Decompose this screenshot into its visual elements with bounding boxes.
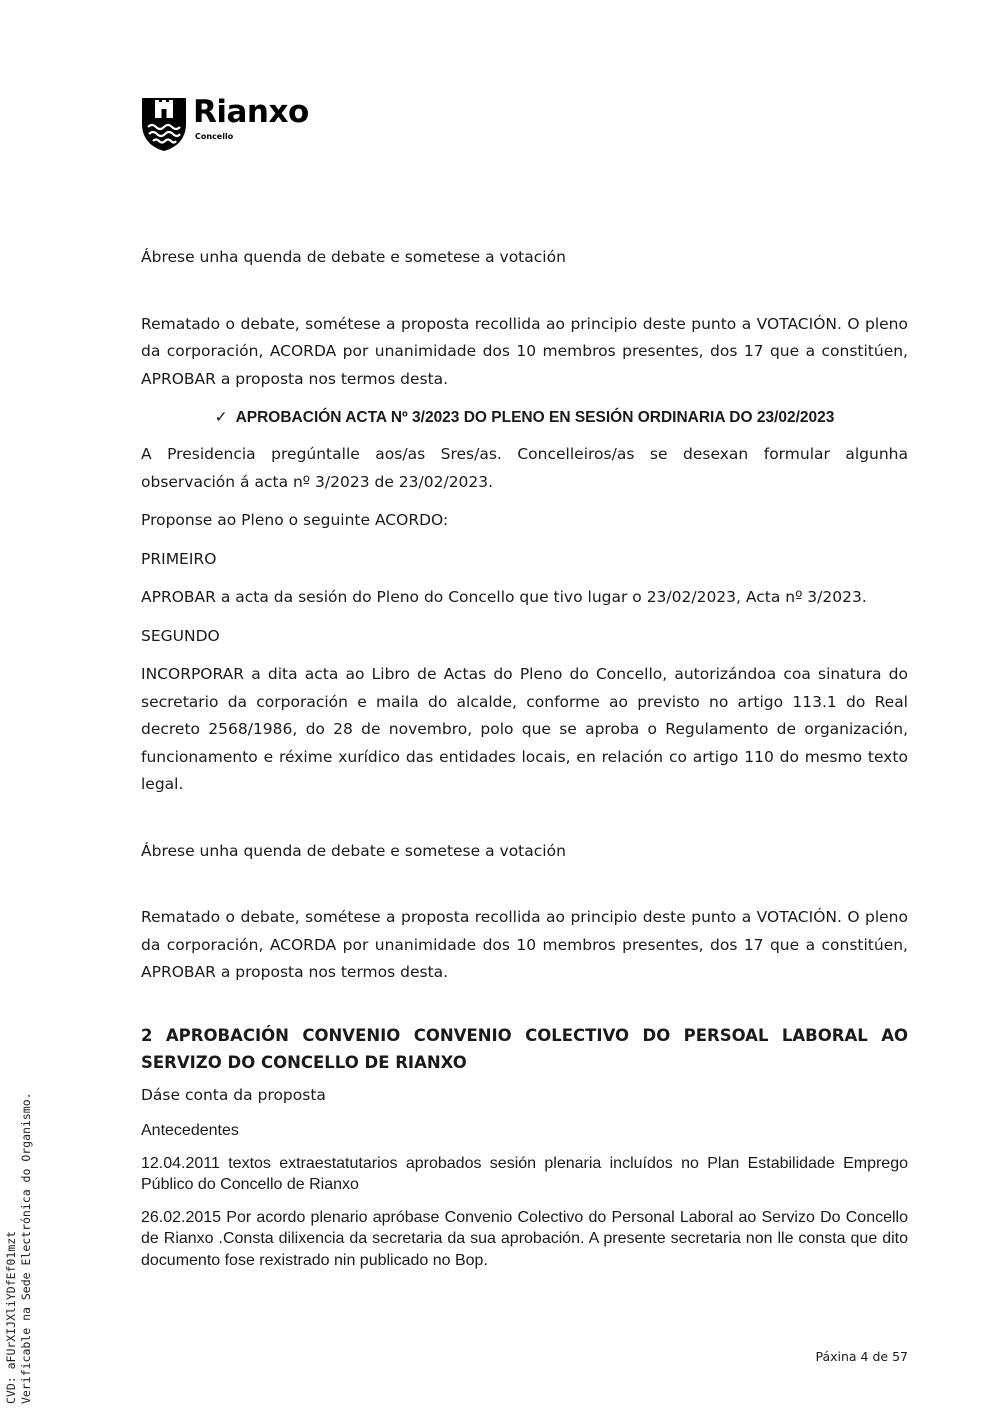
paragraph-presidency: A Presidencia pregúntalle aos/as Sres/as. Concelleiros/as se desexan formular algunha observación á acta nº 3/2023 de 23/02/2023. [141, 445, 908, 491]
verification-note: Verificable na Sede Electrónica do Organismo. [19, 1092, 33, 1404]
paragraph-second: SEGUNDO [141, 626, 220, 645]
document-body [141, 244, 908, 1282]
checkmark-icon: ✓ [214, 408, 228, 426]
paragraph-debate-1: Ábrese unha quenda de debate e sometese a votación [141, 248, 566, 266]
paragraph-vote-1: Rematado o debate, sométese a proposta recollida ao principio deste punto a VOTACIÓN. O pleno da corporación, ACORDA por unanimidade dos 10 membros presentes, dos 17 que a constitúen, APROBAR a proposta nos termos desta. [141, 314, 908, 388]
paragraph-vote-2: Rematado o debate, sométese a proposta recollida ao principio deste punto a VOTACIÓN. O pleno da corporación, ACORDA por unanimidade dos 10 membros presentes, dos 17 que a constitúen, APROBAR a proposta nos termos desta. [141, 908, 908, 981]
paragraph-account: Dáse conta da proposta [141, 1085, 326, 1104]
paragraph-incorporate: INCORPORAR a dita acta ao Libro de Actas do Pleno do Concello, autorizándoa coa sinatura do secretario da corporación e maila do alcalde, conforme ao previsto no artigo 113.1 do Real decreto 2568/1986, do 28 de novembro, polo que se aproba o Regulamento de organización, funcionamento e réxime xurídico das entidades locais, en relación co artigo 110 do mesmo texto legal. [141, 665, 908, 793]
paragraph-first: PRIMEIRO [141, 549, 217, 568]
logo-subtitle: Concello [195, 132, 234, 141]
paragraph-debate-2: Ábrese unha quenda de debate e sometese a votación [141, 841, 566, 860]
paragraph-2011: 12.04.2011 textos extraestatutarios aprobados sesión plenaria incluídos no Plan Estabilidade Emprego Público do Concello de Rianxo [141, 1154, 908, 1193]
verification-code: CVD: aFUrXIJXliYDfEf01mzt [4, 1230, 18, 1404]
rianxo-shield-icon [141, 96, 187, 152]
section-heading: 2 APROBACIÓN CONVENIO CONVENIO COLECTIVO DO PERSOAL LABORAL AO SERVIZO DO CONCELLO DE RIANXO [141, 1025, 908, 1072]
page-number: Páxina 4 de 57 [815, 1349, 908, 1364]
paragraph-proposal: Proponse ao Pleno o seguinte ACORDO: [141, 511, 449, 529]
agenda-item-heading [141, 404, 908, 431]
logo-name: Rianxo [193, 94, 309, 130]
agenda-item-heading-text: APROBACIÓN ACTA Nº 3/2023 DO PLENO EN SESIÓN ORDINARIA DO 23/02/2023 [235, 409, 835, 426]
paragraph-approve: APROBAR a acta da sesión do Pleno do Concello que tivo lugar o 23/02/2023, Acta nº 3/2023. [141, 588, 867, 606]
verification-stamp [4, 1092, 34, 1404]
concello-logo [141, 96, 361, 152]
paragraph-2015: 26.02.2015 Por acordo plenario apróbase Convenio Colectivo do Personal Laboral ao Servizo Do Concello de Rianxo .Consta dilixencia da secretaria da sua aprobación. A presente secretaria non lle consta que dito documento fose rexistrado nin publicado no Bop. [141, 1208, 908, 1269]
paragraph-background: Antecedentes [141, 1122, 239, 1139]
